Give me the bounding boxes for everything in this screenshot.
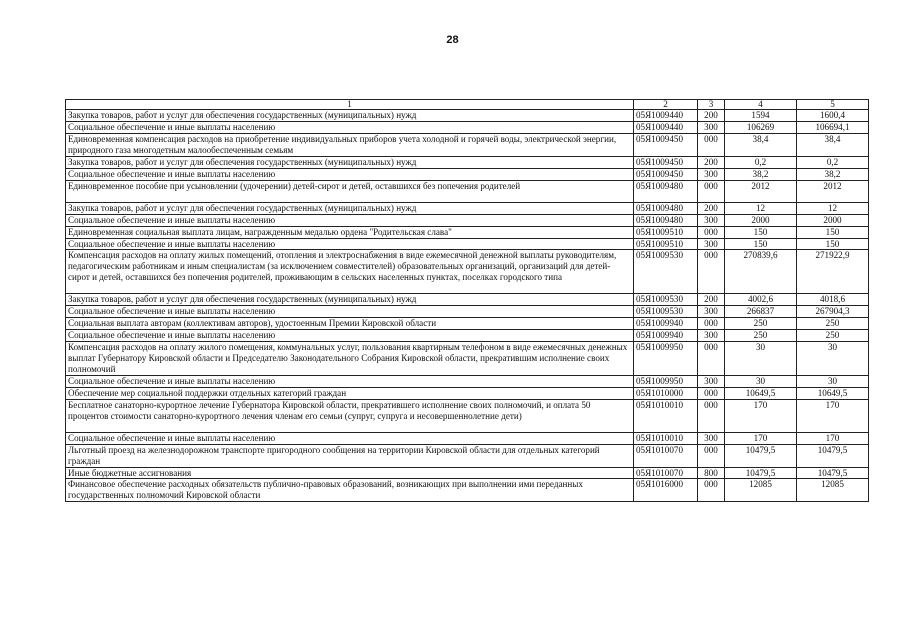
cell-value-2: 12085 [797,479,869,502]
cell-code: 05Я1009950 [634,375,698,387]
table-row [66,250,869,294]
cell-description: Бесплатное санаторно-курортное лечение Губернатора Кировской области, прекратившего исполнение своих полномочий, и оплата 50 процентов стоимости санаторно-курортного лечения членам его семьи (супруг, супруга и несовершеннолетние дети) [66,399,634,432]
cell-value-1: 2012 [725,180,797,202]
cell-description: Компенсация расходов на оплату жилых помещений, отопления и электроснабжения в виде ежемесячной денежной выплаты руководителям, педагогическим работникам и иным специалистам (за исключением совместителей) образовательных организаций, организаций для детей-сирот и детей, оставшихся без попечения родителей, проживающим в сельских населенных пунктах, поселках городского типа [66,250,634,294]
cell-value-1: 250 [725,318,797,330]
header-cell-description: 1 [66,100,634,110]
table-row [66,133,869,156]
cell-value-2: 2000 [797,214,869,226]
cell-expense-type: 000 [698,342,725,376]
table-row [66,122,869,134]
table-row [66,479,869,502]
cell-value-1: 266837 [725,306,797,318]
header-cell-value-2: 5 [797,100,869,110]
cell-value-2: 106694,1 [797,122,869,134]
cell-value-1: 170 [725,399,797,432]
cell-code: 05Я1009510 [634,238,698,250]
cell-expense-type: 000 [698,399,725,432]
cell-expense-type: 000 [698,133,725,156]
cell-code: 05Я1010070 [634,444,698,467]
cell-value-2: 38,2 [797,168,869,180]
cell-value-2: 271922,9 [797,250,869,294]
table-row [66,330,869,342]
cell-value-2: 267904,3 [797,306,869,318]
cell-description: Льготный проезд на железнодорожном транспорте пригородного сообщения на территории Кировской области для отдельных категорий граждан [66,444,634,467]
cell-expense-type: 200 [698,156,725,168]
table-row [66,387,869,399]
cell-expense-type: 000 [698,226,725,238]
cell-expense-type: 300 [698,432,725,444]
cell-expense-type: 200 [698,294,725,306]
cell-description: Социальное обеспечение и иные выплаты населению [66,214,634,226]
cell-value-2: 10649,5 [797,387,869,399]
cell-expense-type: 200 [698,110,725,122]
cell-expense-type: 000 [698,318,725,330]
table-row [66,156,869,168]
cell-value-1: 0,2 [725,156,797,168]
cell-value-2: 2012 [797,180,869,202]
cell-value-1: 170 [725,432,797,444]
cell-description: Социальное обеспечение и иные выплаты населению [66,432,634,444]
cell-code: 05Я1009450 [634,156,698,168]
cell-code: 05Я1009940 [634,330,698,342]
cell-description: Компенсация расходов на оплату жилого помещения, коммунальных услуг, пользования квартирным телефоном в виде ежемесячных денежных выплат Губернатору Кировской области и Председателю Законодательного Собрания Кировской области, прекратившим исполнение своих полномочий [66,342,634,376]
table-header-row [66,100,869,110]
cell-expense-type: 300 [698,375,725,387]
cell-value-2: 170 [797,432,869,444]
cell-expense-type: 300 [698,122,725,134]
cell-code: 05Я1009530 [634,306,698,318]
cell-value-2: 4018,6 [797,294,869,306]
cell-expense-type: 300 [698,168,725,180]
cell-value-1: 270839,6 [725,250,797,294]
table-row [66,306,869,318]
cell-code: 05Я1009950 [634,342,698,376]
cell-code: 05Я1009530 [634,294,698,306]
cell-code: 05Я1009450 [634,168,698,180]
cell-expense-type: 200 [698,202,725,214]
table-row [66,318,869,330]
cell-value-1: 2000 [725,214,797,226]
table-row [66,467,869,479]
cell-code: 05Я1010010 [634,399,698,432]
cell-value-2: 1600,4 [797,110,869,122]
table-row [66,432,869,444]
table-row [66,180,869,202]
cell-expense-type: 300 [698,238,725,250]
cell-expense-type: 000 [698,180,725,202]
cell-code: 05Я1009450 [634,133,698,156]
cell-description: Единовременная социальная выплата лицам, награжденным медалью ордена "Родительская слава" [66,226,634,238]
cell-description: Закупка товаров, работ и услуг для обеспечения государственных (муниципальных) нужд [66,156,634,168]
cell-expense-type: 800 [698,467,725,479]
cell-description: Закупка товаров, работ и услуг для обеспечения государственных (муниципальных) нужд [66,294,634,306]
cell-value-2: 250 [797,330,869,342]
cell-description: Единовременная компенсация расходов на приобретение индивидуальных приборов учета холодной и горячей воды, электрической энергии, природного газа многодетным малообеспеченным семьям [66,133,634,156]
cell-description: Обеспечение мер социальной поддержки отдельных категорий граждан [66,387,634,399]
cell-code: 05Я1016000 [634,479,698,502]
cell-expense-type: 000 [698,444,725,467]
cell-value-1: 30 [725,342,797,376]
table-row [66,110,869,122]
cell-description: Закупка товаров, работ и услуг для обеспечения государственных (муниципальных) нужд [66,202,634,214]
cell-description: Социальная выплата авторам (коллективам авторов), удостоенным Премии Кировской области [66,318,634,330]
cell-code: 05Я1010010 [634,432,698,444]
cell-value-1: 250 [725,330,797,342]
cell-description: Иные бюджетные ассигнования [66,467,634,479]
header-cell-value-1: 4 [725,100,797,110]
cell-value-1: 106269 [725,122,797,134]
cell-expense-type: 300 [698,306,725,318]
cell-expense-type: 000 [698,479,725,502]
cell-value-2: 170 [797,399,869,432]
cell-description: Единовременное пособие при усыновлении (удочерении) детей-сирот и детей, оставшихся без попечения родителей [66,180,634,202]
budget-table [65,99,869,502]
cell-value-2: 0,2 [797,156,869,168]
table-row [66,214,869,226]
cell-value-2: 38,4 [797,133,869,156]
cell-value-1: 10479,5 [725,444,797,467]
table-row [66,202,869,214]
cell-code: 05Я1009510 [634,226,698,238]
table-row [66,238,869,250]
cell-value-1: 12085 [725,479,797,502]
cell-value-2: 150 [797,238,869,250]
cell-value-2: 12 [797,202,869,214]
cell-value-2: 30 [797,342,869,376]
cell-value-1: 38,4 [725,133,797,156]
cell-value-2: 10479,5 [797,467,869,479]
cell-description: Социальное обеспечение и иные выплаты населению [66,122,634,134]
cell-value-2: 150 [797,226,869,238]
cell-value-1: 150 [725,226,797,238]
cell-value-2: 30 [797,375,869,387]
cell-description: Социальное обеспечение и иные выплаты населению [66,238,634,250]
cell-description: Социальное обеспечение и иные выплаты населению [66,306,634,318]
table-row [66,342,869,376]
table-row [66,375,869,387]
cell-value-1: 4002,6 [725,294,797,306]
cell-description: Социальное обеспечение и иные выплаты населению [66,330,634,342]
cell-value-2: 10479,5 [797,444,869,467]
cell-value-1: 150 [725,238,797,250]
cell-value-1: 12 [725,202,797,214]
cell-value-1: 10649,5 [725,387,797,399]
cell-code: 05Я1009480 [634,214,698,226]
table-row [66,168,869,180]
cell-expense-type: 000 [698,250,725,294]
cell-expense-type: 000 [698,387,725,399]
cell-description: Закупка товаров, работ и услуг для обеспечения государственных (муниципальных) нужд [66,110,634,122]
cell-value-2: 250 [797,318,869,330]
table-row [66,226,869,238]
cell-expense-type: 300 [698,214,725,226]
cell-value-1: 38,2 [725,168,797,180]
header-cell-code: 2 [634,100,698,110]
table-row [66,399,869,432]
cell-code: 05Я1009480 [634,180,698,202]
cell-code: 05Я1009480 [634,202,698,214]
table-row [66,294,869,306]
cell-value-1: 1594 [725,110,797,122]
table-row [66,444,869,467]
cell-code: 05Я1010000 [634,387,698,399]
cell-value-1: 30 [725,375,797,387]
header-cell-expense-type: 3 [698,100,725,110]
cell-description: Финансовое обеспечение расходных обязательств публично-правовых образований, возникающих при выполнении ими переданных государственных полномочий Кировской области [66,479,634,502]
cell-code: 05Я1009440 [634,122,698,134]
cell-code: 05Я1009440 [634,110,698,122]
cell-code: 05Я1009530 [634,250,698,294]
cell-description: Социальное обеспечение и иные выплаты населению [66,375,634,387]
page-number: 28 [446,34,459,46]
cell-value-1: 10479,5 [725,467,797,479]
cell-description: Социальное обеспечение и иные выплаты населению [66,168,634,180]
table-body [66,110,869,502]
cell-code: 05Я1010070 [634,467,698,479]
cell-code: 05Я1009940 [634,318,698,330]
cell-expense-type: 300 [698,330,725,342]
